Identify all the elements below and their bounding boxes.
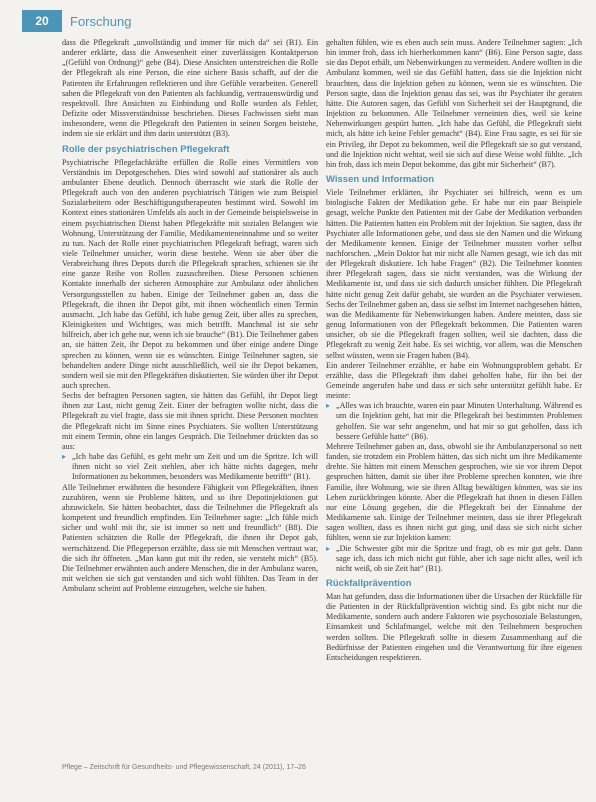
paragraph: gehalten fühlen, wie es eben auch sein muss. Andere Teilnehmer sagten: „Ich bin immer froh, dass ich hierherkommen kann“ (B6). Eine Person sagte, dass sie das Depot erhält, um Nebenwirkungen zu vermeiden. Andere wollten in die Ambulanz kommen, weil sie das Gefühl hatten, dass sie die Injektion nicht brauchten, dass die Injektion geben zu können, wenn sie es wünschten. Die Person sagte, dass die Injektion genau das sei, was ihr Psychiater ihr geraten hätte. Die Autoren sagen, das Gefühl von Sicherheit sei der Hauptgrund, die Injektion zu bekommen. Alle Teilnehmer verneinten dies, weil sie keine Nebenwirkungen gespürt hatten. „Ich habe das Gefühl, die Pflegekraft sieht mich, als hätte ich keine Fehler gemacht“ (B4). Eine Frau sagte, es sei für sie ein Privileg, ihr Depot zu bekommen, weil die Pflegekraft sie so gut verstand, und die Injektion nicht wehtat, weil sie sich auf diese Weise wohl fühlte. „Ich bin froh, dass ich mein Depot bekomme, das gibt mir Sicherheit“ (B7). — [326, 38, 583, 169]
section-heading: Wissen und Information — [326, 174, 435, 186]
section-title: Forschung — [70, 14, 132, 29]
page-number: 20 — [22, 10, 62, 32]
paragraph: Ein anderer Teilnehmer erzählte, er habe ein Wohnungsproblem gehabt. Er erzählte, dass die Pflegekraft ihm dabei geholfen habe, für ihn bei der Gemeinde angerufen habe und dass er sich sehr unterstützt gefühlt habe. Er meinte: — [326, 360, 582, 401]
paragraph: Man hat gefunden, dass die Informationen über die Ursachen der Rückfälle für die Patienten in der Rückfallprävention wichtig sind. Es gibt nicht nur die Medikamente, sondern auch andere Faktoren wie psychosoziale Belastungen, Einsamkeit und Schlafmangel, welche mit den Teilnehmern besprochen werden sollten. Die Pflegekraft sollte in diesem Zusammenhang auf die Bedürfnisse der Patienten eingehen und die Verantwortung für ihre eigenen Entscheidungen respektieren. — [326, 591, 582, 662]
section-heading: Rolle der psychiatrischen Pflegekraft — [62, 143, 230, 155]
quote-bullet: ▸ „Alles was ich brauchte, waren ein paar Minuten Unterhaltung. Während es um die Injektion geht, hat mir die Pflegekraft bei bestimmten Problemen geholfen. Sie war sehr angenehm, und hat mir so gut geholfen, dass ich bessere Gefühle hatte“ (B6). — [326, 401, 582, 442]
paragraph: Viele Teilnehmer erklärten, ihr Psychiater sei hilfreich, wenn es um biologische Fakten der Medikation gehe. Er habe nur ein paar Beispiele gesagt, welche Punkte den Patienten mit der Gabe der Medikation verbunden hätten. Die Patienten hatten ein Problem mit der Injektion. Sie sagten, dass ihr Psychiater alle Informationen gebe, und dass sie den Namen und die Wirkung der Medikamente kennen. Einige der Teilnehmer mussten vorher selbst nachforschen. „Mein Doktor hat mir nicht alle Namen gesagt, wie ich das mit der Pflegekraft diskutiere. Ich habe Fragen“ (B2). Die Teilnehmer konnten ihrer Pflegekraft sagen, dass sie nicht verstanden, was die Wirkung der Medikamente ist, und dass sie sich dadurch unsicher fühlten. Die Pflegekraft hätte nicht genug Zeit dafür gehabt, sie wurden an die Psychiater verwiesen. Sechs der Teilnehmer gaben an, dass sie selbst im Internet nachgesehen hätten, was die Medikamente für Nebenwirkungen haben. Andere meinten, dass sie genug Informationen von der Pflegekraft bekommen. Die Patienten waren unsicher, ob sie die Pflegekraft fragen sollten, weil sie dachten, dass die Pflegekraft zu wenig Zeit habe. Es sei wichtig, vor allem, was die Menschen selbst wüssten, wenn sie Fragen haben (B4). — [326, 188, 582, 360]
paragraph: Mehrere Teilnehmer gaben an, dass, obwohl sie ihr Ambulanzpersonal so nett fanden, sie trotzdem ein Problem hätten, das sich nicht um ihre Medikamente drehte. Sie hätten mit einem Menschen gesprochen, wie sie vor ihrem Depot gesprochen hätten, damit sie über ihre Probleme sprechen konnten, wie ihre Familie, ihre Wohnung, wie sie ihren Alltag bewältigen könnten, was sie ins Leben zurückbringen könnte. Aber die Pflegekraft hat ihnen in diesen Fällen nur eine Lösung gegeben, die die Pflegekraft bei der Einnahme der Medikamente sah. Einige der Teilnehmer meinten, dass sie ihrer Pflegekraft sagen wollten, dass es ihnen nicht gut ging, und dass sie sich nicht sicher fühlten, wenn sie zur Injektion kamen: — [326, 441, 582, 543]
quote-bullet: ▸ „Die Schwester gibt mir die Spritze und fragt, ob es mir gut geht. Dann sage ich, dass ich mich nicht gut fühle, aber ich sage nicht alles, weil ich nicht weiß, ob sie Zeit hat“ (B1). — [326, 544, 582, 574]
right-column — [326, 38, 582, 663]
paragraph: Alle Teilnehmer erwähnten die besondere Fähigkeit von Pflegekräften, ihnen zuzuhören, wenn sie Probleme hätten, und so ihre Depotinjektionen gut abzuwickeln. Sie hätten beobachtet, dass die Teilnehmer die Pflegekraft als kompetent und freundlich empfinden. Ein Teilnehmer sagte: „Ich fühle mich sicher und wohl mit ihr, sie ist immer so nett und freundlich“ (B8). Die Patienten schätzten die Rolle der Pflegekraft, die ihnen ihr Depot gab, wertschätzend. Die Pflegeperson erzählte, dass sie mit Menschen vertraut war, die sich ihr öffneten. „Man kann gut mit ihr reden, sie versteht mich“ (B5). Die Teilnehmer erwähnten auch andere Menschen, die in der Ambulanz waren, mit welchen sie sich gut verstanden und sich wohl fühlten. Das Team in der Ambulanz scheint auf Probleme einzugehen, welche sie haben. — [62, 482, 318, 594]
section-heading: Rückfallprävention — [326, 577, 412, 589]
paragraph: Sechs der befragten Personen sagten, sie hätten das Gefühl, ihr Depot liegt ihnen zur Last, nicht genug Zeit. Einer der befragten wollte nicht, dass die Pflegekraft zu viel fragte, dass sie mit ihnen spricht. Diese Personen mochten die Pflegekraft nicht im Sinne eines Psychiaters. Sie wollten Unterstützung mit einem Termin, ohne ein langes Gespräch. Die Teilnehmer drückten das so aus: — [62, 391, 318, 451]
page-footer: Pflege – Zeitschrift für Gesundheits- und Pflegewissenschaft, 24 (2011), 17–26 — [62, 764, 306, 771]
left-column — [62, 38, 318, 594]
paragraph: Psychiatrische Pflegefachkräfte erfüllen die Rolle eines Vermittlers von Verständnis im Depotgeschehen. Dies wird sowohl auf stationärer als auch ambulanter Ebene deutlich. Dennoch überrascht wie stark die Rolle der Pflegekraft auch von den anderen psychiatrisch Tätigen wie zum Beispiel Sozialarbeitern oder Beschäftigungstherapeuten bestimmt wird. Sowohl im Kontext eines stationären Umfelds als auch in der Gemeinde beispielsweise in einem psychiatrischen Dienst haben Pflegekräfte mit sozialen Belangen wie Wohnung, Unterstützung der Familie, Medikamenteneinnahme und so weiter zu tun. Nach der Rolle einer psychiatrischen Pflegekraft befragt, waren sich viele Teilnehmer unsicher, worin diese bestehe. Wenn sie aber über die Verabreichung ihres Depots durch die Pflegekraft sprachen, schienen sie ihr eine ganze Reihe von Rollen zuzuschreiben. Diese Personen schienen Kontakte innerhalb der sicheren Atmosphäre zur Ambulanz oder ähnlichen Versorgungsstellen zu haben. Einige der Teilnehmer gaben an, dass die Pflegekraft, die ihnen ihr Depot gibt, mit ihnen wöchentlich einen Termin ausmacht. „Ich habe das Gefühl, ich habe genug Zeit, über alles zu sprechen, Kleinigkeiten und Wichtiges, was mich betrifft. Manchmal ist sie sehr hilfreich, aber ich gehe nur, wenn ich sie brauche“ (B1). Die Teilnehmer gaben an, sie hätten Zeit, ihr Depot zu bekommen und über einige andere Dinge sprechen zu können, wenn sie es wünschten. Einige Teilnehmer sagten, sie behandelten andere Dinge nicht ausschließlich, weil sie ihr Depot bekamen, sondern weil sie mit den Pflegekräften diskutierten. Sie würden über ihr Depot auch sprechen. — [62, 157, 318, 390]
quote-bullet: ▸ „Ich habe das Gefühl, es geht mehr um Zeit und um die Spritze. Ich will ihnen nicht so viel Zeit stehlen, aber ich hätte nichts dagegen, mehr Informationen zu bekommen, besonders was Medikamente betrifft“ (B1). — [62, 452, 318, 482]
paragraph: dass die Pflegekraft „unvollständig und immer für mich da“ sei (B1). Ein anderer erklärte, dass die Anwesenheit einer zuverlässigen Kontaktperson „(Gefühl von Ordnung)“ gebe (B4). Diese Ansichten unterstreichen die Rolle der Pflegekraft als eine Person, die eine sichere Basis schafft, auf der die Patienten ihr Erfahrungen reflektieren und ihre Gefühle verarbeiten. Generell sahen die Pflegekraft von den Patienten als fachkundig, vertrauenswürdig und respektvoll. Ihre Ansichten zu Einbindung und Rolle wurden als Fehler, Defizite oder Missverständnisse beschrieben. Dieses Fachwissen sieht man insbesondere, wenn die Pflegekraft den Patienten in seinen Sorgen beistehe, indem sie sie erklärt und ihm darin unterstützt (B3). — [62, 38, 318, 139]
